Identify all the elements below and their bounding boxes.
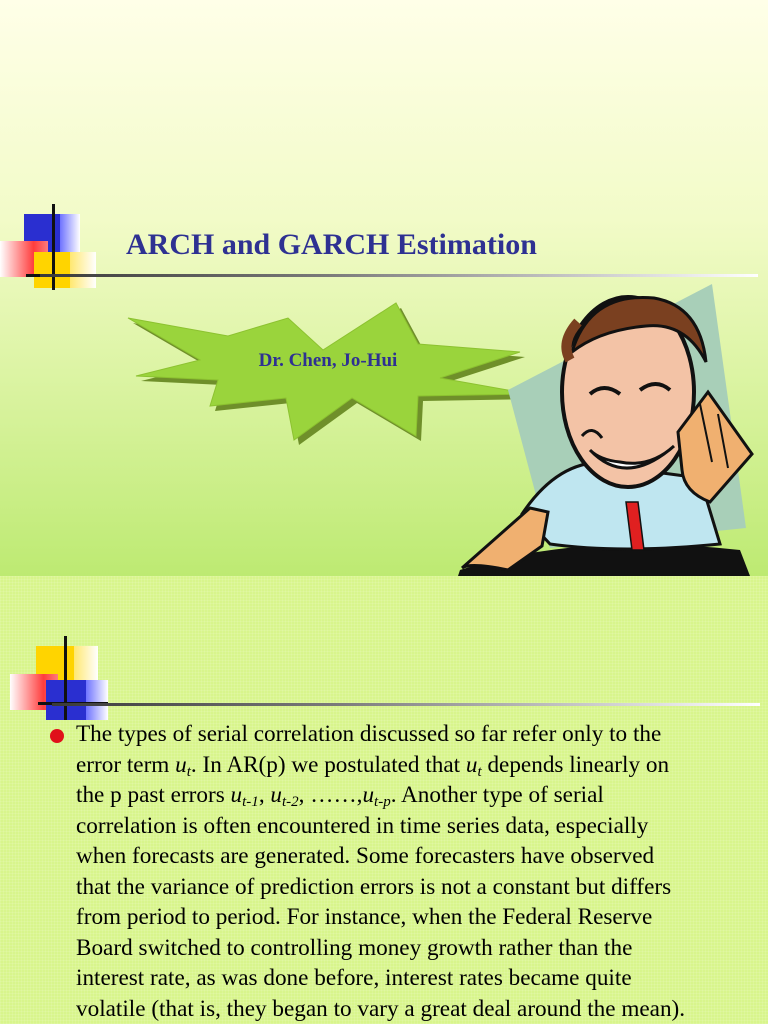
content-divider xyxy=(52,703,760,706)
bullet-icon xyxy=(50,729,64,743)
author-name: Dr. Chen, Jo-Hui xyxy=(258,350,398,371)
title-divider xyxy=(40,274,758,277)
cartoon-man-icon xyxy=(450,282,768,576)
slide-title: ARCH and GARCH Estimation xyxy=(126,228,537,261)
body-paragraph: The types of serial correlation discussed so far refer only to the error term $u_t$. In AR(p) we postulated that $u_t$ depends linearly on the p past errors $u_{t-1}$, $u_{t-2}$, $\dots\dots,u_{t-p}$. Another type of serial correlation is often encountered in time series data, especially when forecasts are generated. Some forecasters have observed that the variance of prediction errors is not a constant but differs from period to period. For instance, when the Federal Reserve Board switched to controlling money growth rather than the interest rate, as was done before, interest rates became quite volatile (that is, they began to vary a great deal around the mean). xyxy=(76,721,686,1022)
